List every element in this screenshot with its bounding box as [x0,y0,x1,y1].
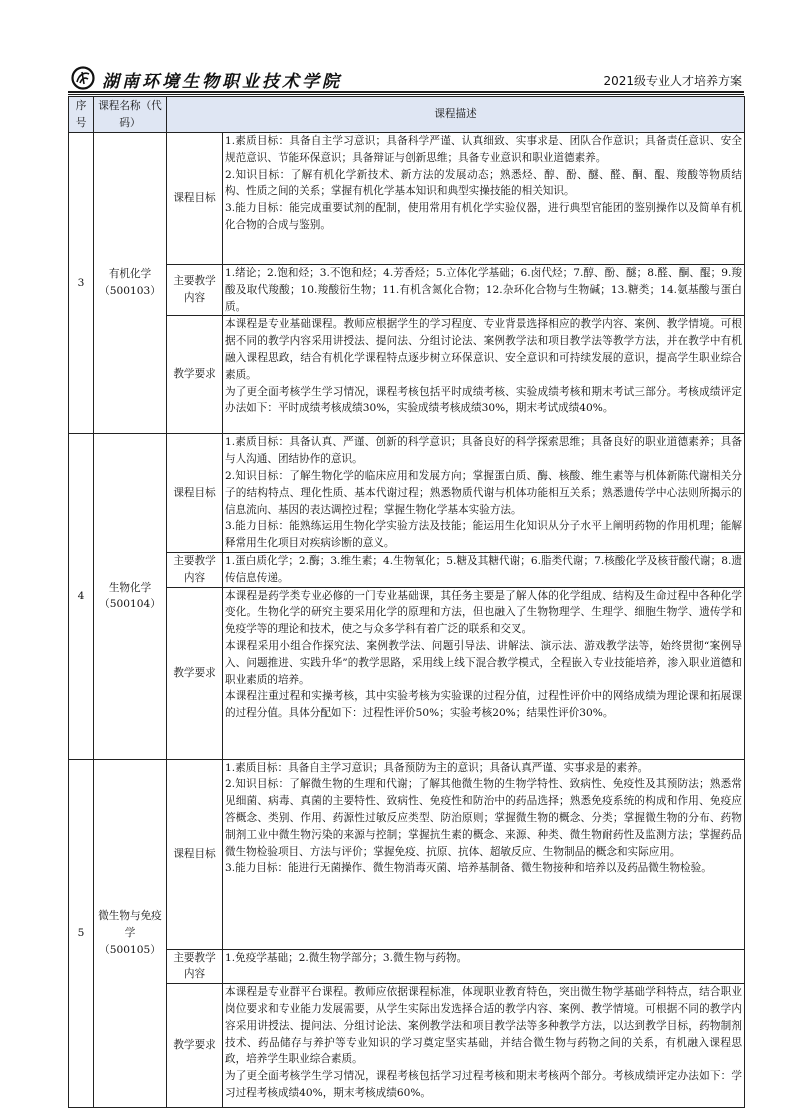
header-rule [68,91,744,93]
description-paragraph: 3.能力目标：能进行无菌操作、微生物消毒灭菌、培养基制备、微生物接种和培养以及药品微生物检验。 [225,862,712,875]
description-paragraph: 1.素质目标：具备自主学习意识；具备预防为主的意识；具备认真严谨、实事求是的素养。 [225,761,649,774]
section-label: 课程目标 [167,434,223,553]
course-code: （500103） [99,285,161,298]
header-description: 课程描述 [167,97,745,133]
section-label: 教学要求 [167,984,223,1108]
course-row [69,316,745,434]
section-label: 主要教学内容 [167,949,223,984]
course-name: 有机化学 [108,268,152,281]
course-row [69,984,745,1108]
course-row [69,552,745,587]
description-paragraph: 本课程是专业基础课程。教师应根据学生的学习程度、专业背景选择相应的教学内容、案例、教学情境。可根据不同的教学内容采用讲授法、提问法、分组讨论法、案例教学法和项目教学法等教学方法，并在教学中有机融入课程思政，结合有机化学课程特点逐步树立环保意识、安全意识和可持续发展的意识，提高学生职业综合素质。 [225,318,742,381]
description-paragraph: 为了更全面考核学生学习情况，课程考核包括平时成绩考核、实验成绩考核和期末考试三部分。考核成绩评定办法如下：平时成绩考核成绩30%，实验成绩考核成绩30%，期末考试成绩40%。 [225,385,742,415]
course-row [69,759,745,949]
description-paragraph: 本课程注重过程和实操考核，其中实验考核为实验课的过程分值，过程性评价中的网络成绩为理论课和拓展课的过程分值。具体分配如下：过程性评价50%；实验考核20%；结果性评价30%。 [225,690,742,720]
course-index: 4 [69,434,94,759]
description-paragraph: 本课程是药学类专业必修的一门专业基础课，其任务主要是了解人体的化学组成、结构及生命过程中各种化学变化。生物化学的研究主要采用化学的原理和方法，但也融入了生物物理学、生理学、细胞生物学、遗传学和免疫学等的理论和技术，使之与众多学科有着广泛的联系和交叉。 [225,589,742,636]
school-logo-icon [70,66,96,90]
school-name: 湖南环境生物职业技术学院 [102,72,342,92]
course-row [69,133,745,265]
course-table [68,96,745,1108]
course-code: （500104） [99,598,161,611]
description-paragraph: 本课程是专业群平台课程。教师应依据课程标准，体现职业教育特色，突出微生物学基础学科特点，结合职业岗位要求和专业能力发展需要，从学生实际出发选择合适的教学内容、案例、教学情境。可根据不同的教学内容采用讲授法、提问法、分组讨论法、案例教学法和项目教学法等多种教学方法，以达到教学目标，药物制剂技术、药品储存与养护等专业知识的学习奠定坚实基础，并结合微生物与药物之间的关系，有机融入课程思政，培养学生职业综合素质。 [225,986,742,1066]
description-paragraph: 2.知识目标：了解有机化学新技术、新方法的发展动态；熟悉烃、醇、酚、醚、醛、酮、醌、羧酸等物质结构、性质之间的关系；掌握有机化学基本知识和典型实操技能的相关知识。 [225,168,742,198]
course-code: （500105） [99,943,161,956]
course-name: 生物化学 [108,581,152,594]
header-index: 序号 [69,97,94,133]
description-paragraph: 1.素质目标：具备自主学习意识；具备科学严谨、认真细致、实事求是、团队合作意识；具备责任意识、安全规范意识、节能环保意识；具备辩证与创新思维；具备专业意识和职业道德素养。 [225,135,742,164]
section-label: 教学要求 [167,587,223,759]
section-description [223,133,745,265]
header-course-name: 课程名称（代码） [94,97,167,133]
section-description [223,552,745,587]
section-label: 主要教学内容 [167,552,223,587]
section-description [223,984,745,1108]
section-description [223,949,745,984]
course-name: 微生物与免疫学 [98,910,162,939]
course-row [69,265,745,316]
course-name-cell [94,434,167,759]
section-description [223,434,745,553]
section-description [223,759,745,949]
header-rule-thin [68,94,744,95]
course-row [69,434,745,553]
description-paragraph: 1.素质目标：具备认真、严谨、创新的科学意识；具备良好的科学探索思维；具备良好的职业道德素养；具备与人沟通、团结协作的意识。 [225,436,742,466]
section-description [223,316,745,434]
description-paragraph: 为了更全面考核学生学习情况，课程考核包括学习过程考核和期末考核两个部分。考核成绩评定办法如下：学习过程考核成绩40%，期末考核成绩60%。 [225,1070,742,1099]
description-paragraph: 2.知识目标：了解生物化学的临床应用和发展方向；掌握蛋白质、酶、核酸、维生素等与机体新陈代谢相关分子的结构特点、理化性质、基本代谢过程；熟悉物质代谢与机体功能相互关系；熟悉遗传学中心法则所揭示的信息流向、基因的表达调控过程；掌握生物化学基本实验方法。 [225,469,742,516]
description-paragraph: 1.绪论；2.饱和烃；3.不饱和烃；4.芳香烃；5.立体化学基础；6.卤代烃；7.醇、酚、醚；8.醛、酮、醌；9.羧酸及取代羧酸；10.羧酸衍生物；11.有机含氮化合物；12.杂环化合物与生物碱；13.糖类；14.氨基酸与蛋白质。 [225,267,742,313]
section-description [223,587,745,759]
description-paragraph: 1.蛋白质化学；2.酶；3.维生素；4.生物氧化；5.糖及其糖代谢；6.脂类代谢；7.核酸化学及核苷酸代谢；8.遗传信息传递。 [225,554,742,584]
section-label: 课程目标 [167,759,223,949]
course-row [69,587,745,759]
table-header-row [69,97,745,133]
description-paragraph: 3.能力目标：能熟练运用生物化学实验方法及技能；能运用生化知识从分子水平上阐明药物的作用机理；能解释常用生化项目对疾病诊断的意义。 [225,520,742,550]
section-label: 课程目标 [167,133,223,265]
plan-title: 2021级专业人才培养方案 [603,74,742,88]
page-header [68,66,744,92]
course-name-cell [94,133,167,434]
section-description [223,265,745,316]
section-label: 教学要求 [167,316,223,434]
description-paragraph: 1.免疫学基础；2.微生物学部分；3.微生物与药物。 [225,951,468,964]
course-index: 3 [69,133,94,434]
course-index: 5 [69,759,94,1108]
description-paragraph: 本课程采用小组合作探究法、案例教学法、问题引导法、讲解法、演示法、游戏教学法等，始终贯彻“案例导入、问题推进、实践升华”的教学思路，采用线上线下混合教学模式，全程嵌入专业技能培养，渗入职业道德和职业素质的培养。 [225,639,742,686]
description-paragraph: 2.知识目标：了解微生物的生理和代谢；了解其他微生物的生物学特性、致病性、免疫性及其预防法；熟悉常见细菌、病毒、真菌的主要特性、致病性、免疫性和防治中的药品选择；熟悉免疫系统的构成和作用、免疫应答概念、类别、作用、药源性过敏反应类型、防治原则；掌握微生物的概念、分类；掌握微生物的分布、药物制剂工业中微生物污染的来源与控制；掌握抗生素的概念、来源、种类、微生物耐药性及监测方法；掌握药品微生物检验项目、方法与评价；掌握免疫、抗原、抗体、超敏反应、生物制品的概念和实际应用。 [225,778,742,858]
course-row [69,949,745,984]
description-paragraph: 3.能力目标：能完成重要试剂的配制，使用常用有机化学实验仪器，进行典型官能团的鉴别操作以及简单有机化合物的合成与鉴别。 [225,202,742,231]
section-label: 主要教学内容 [167,265,223,316]
course-name-cell [94,759,167,1108]
